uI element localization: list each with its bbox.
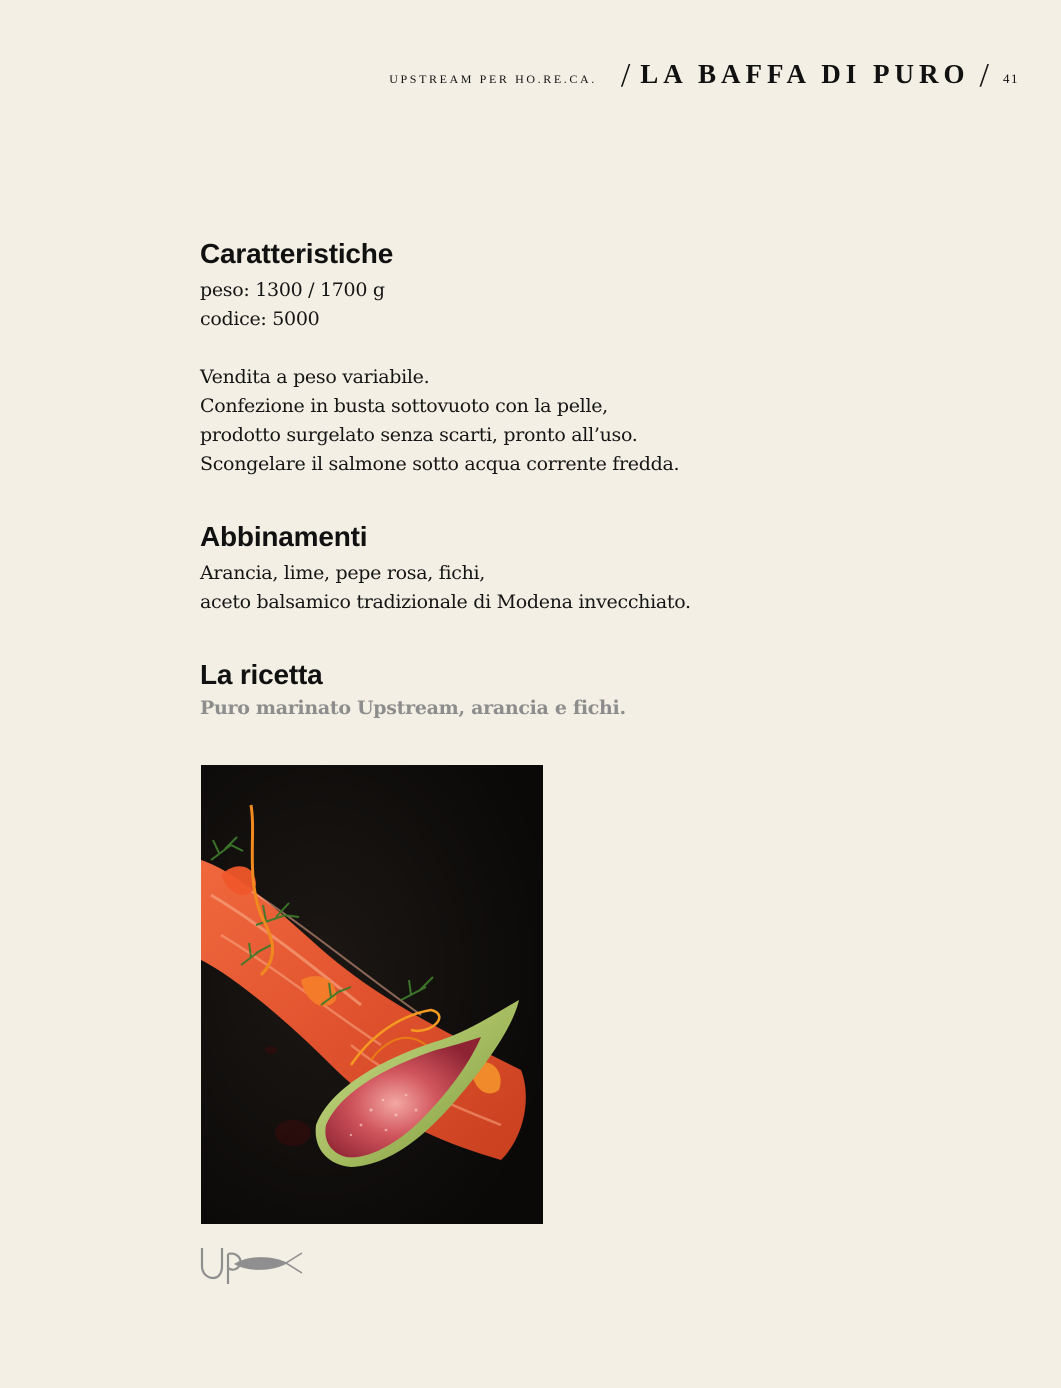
description-line: prodotto surgelato senza scarti, pronto all’uso.	[200, 424, 638, 446]
main-content	[200, 238, 900, 719]
recipe-heading: La ricetta	[200, 659, 323, 690]
pairings-section	[200, 521, 900, 617]
page-title: LA BAFFA DI PURO	[640, 59, 970, 89]
features-section	[200, 238, 900, 479]
upstream-logo	[200, 1244, 304, 1286]
description-line: Scongelare il salmone sotto acqua corrente fredda.	[200, 453, 680, 475]
pairings-line: Arancia, lime, pepe rosa, fichi,	[200, 562, 486, 584]
brand-label: UPSTREAM PER HO.RE.CA.	[389, 72, 597, 86]
description-line: Vendita a peso variabile.	[200, 366, 430, 388]
page-header	[389, 56, 1019, 94]
paragraph-gap	[200, 334, 900, 363]
page-number: 41	[1003, 71, 1019, 86]
header-divider-left: /	[620, 57, 631, 94]
dish-illustration	[201, 765, 543, 1224]
description-line: Confezione in busta sottovuoto con la pelle,	[200, 395, 608, 417]
pairings-line: aceto balsamico tradizionale di Modena invecchiato.	[200, 591, 691, 613]
dish-photo	[201, 765, 543, 1224]
upstream-fish-logo-icon	[200, 1244, 304, 1286]
weight-text: peso: 1300 / 1700 g	[200, 279, 385, 301]
features-heading: Caratteristiche	[200, 238, 394, 269]
code-text: codice: 5000	[200, 308, 320, 330]
header-divider-right: /	[979, 57, 989, 94]
recipe-section	[200, 659, 900, 719]
recipe-subtitle: Puro marinato Upstream, arancia e fichi.	[200, 697, 626, 719]
pairings-heading: Abbinamenti	[200, 521, 368, 552]
